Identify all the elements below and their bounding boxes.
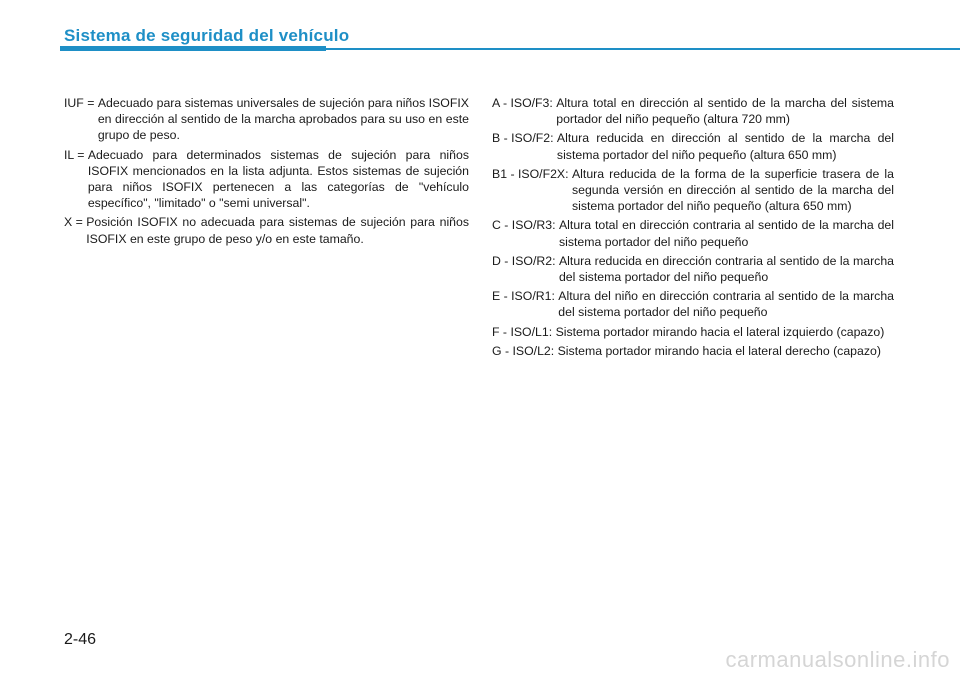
definition-item-iso-r2 xyxy=(492,253,894,285)
definition-term: IL = xyxy=(64,147,88,162)
definition-term: G - ISO/L2: xyxy=(492,343,558,358)
definition-text: Altura total en dirección al sentido de la marcha del sistema portador del niño pequeño (altura 720 mm) xyxy=(556,96,894,127)
left-column xyxy=(64,95,469,250)
watermark: carmanualsonline.info xyxy=(725,647,950,672)
definition-item-x xyxy=(64,214,469,246)
definition-term: B - ISO/F2: xyxy=(492,131,557,146)
definition-item-iso-r1 xyxy=(492,288,894,320)
definition-term: C - ISO/R3: xyxy=(492,218,559,233)
definition-term: A - ISO/F3: xyxy=(492,96,557,110)
definition-term: D - ISO/R2: xyxy=(492,253,559,268)
definition-item-iso-r3 xyxy=(492,217,894,249)
definition-item-iso-f2 xyxy=(492,130,894,162)
definition-text: Sistema portador mirando hacia el lateral derecho (capazo) xyxy=(557,343,881,358)
header-accent-bar xyxy=(60,46,326,51)
definition-text: Altura reducida de la forma de la superficie trasera de la segunda versión en dirección al sentido de la marcha del sistema portador del niño pequeño (altura 650 mm) xyxy=(571,166,894,214)
definition-item-iuf xyxy=(64,95,469,144)
definition-text: Altura reducida en dirección al sentido de la marcha del sistema portador del niño pequeño (altura 650 mm) xyxy=(556,131,894,162)
definition-term: IUF = xyxy=(64,96,98,110)
definition-text: Adecuado para determinados sistemas de sujeción para niños ISOFIX mencionados en la lista adjunta. Estos sistemas de sujeción para niños ISOFIX pertenecen a las categorías de "vehículo específico", "limitado" o "semi universal". xyxy=(87,147,469,211)
definition-item-iso-l1 xyxy=(492,324,894,340)
right-column xyxy=(492,95,894,362)
definition-item-il xyxy=(64,147,469,212)
definition-text: Sistema portador mirando hacia el lateral izquierdo (capazo) xyxy=(555,324,885,339)
definition-text: Altura reducida en dirección contraria al sentido de la marcha del sistema portador del niño pequeño xyxy=(558,253,894,285)
page-number: 2-46 xyxy=(64,631,97,648)
definition-text: Posición ISOFIX no adecuada para sistemas de sujeción para niños ISOFIX en este grupo de peso y/o en este tamaño. xyxy=(86,215,469,246)
definition-term: B1 - ISO/F2X: xyxy=(492,166,572,181)
definition-item-iso-f3 xyxy=(492,95,894,127)
definition-term: F - ISO/L1: xyxy=(492,324,556,339)
section-title: Sistema de seguridad del vehículo xyxy=(64,26,350,45)
definition-text: Altura total en dirección contraria al sentido de la marcha del sistema portador del niño pequeño xyxy=(558,218,894,249)
definition-item-iso-f2x xyxy=(492,166,894,215)
definition-text: Altura del niño en dirección contraria al sentido de la marcha del sistema portador del niño pequeño xyxy=(558,289,894,320)
definition-item-iso-l2 xyxy=(492,343,894,359)
definition-text: Adecuado para sistemas universales de sujeción para niños ISOFIX en dirección al sentido de la marcha aprobados para su uso en este grupo de peso. xyxy=(97,96,469,143)
definition-term: X = xyxy=(64,215,87,230)
header-rule xyxy=(326,48,960,50)
definition-term: E - ISO/R1: xyxy=(492,289,559,304)
